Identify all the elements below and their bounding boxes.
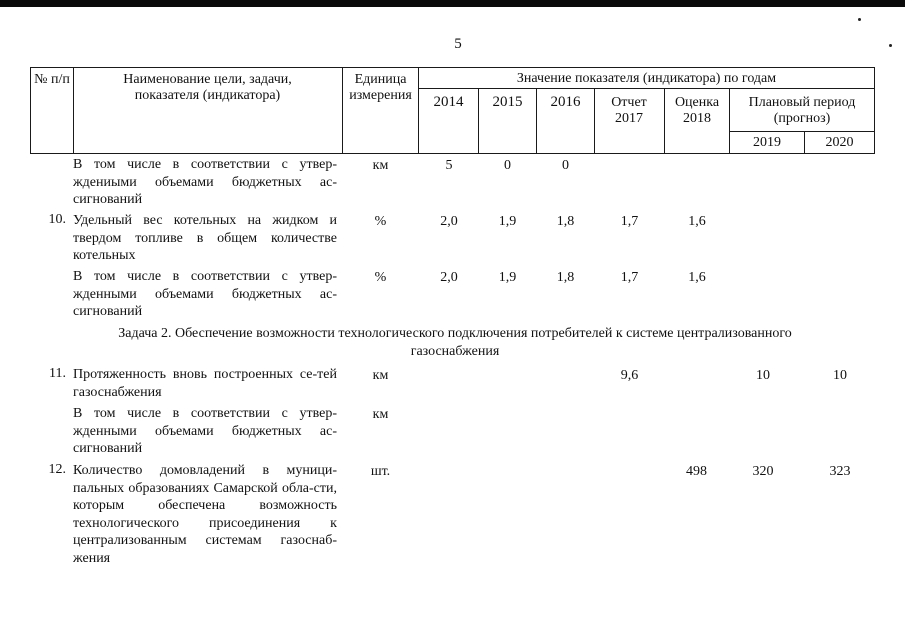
- row-value-2017: 1,7: [620, 270, 639, 285]
- row-value-2019: 10: [833, 368, 847, 383]
- row-value-2015: 1,9: [498, 270, 517, 285]
- row-unit: шт.: [370, 464, 391, 479]
- header-col-number: № п/п: [34, 72, 70, 87]
- row-description: В том числе в соответствии с утвер-ждениыми объемами бюджетных ас-сигнований: [73, 157, 337, 207]
- row-value-2016: 1,8: [556, 214, 575, 229]
- row-value-2018: 1,6: [688, 214, 706, 229]
- row-number: 10.: [48, 212, 66, 227]
- row-description: Количество домовладений в муници-пальных образованиях Самарской обла-сти, которым обеспечена возможность технологического присоединения к централизованным системам газоснаб-жения: [73, 463, 337, 566]
- scan-speck: [858, 18, 861, 21]
- row-unit: км: [372, 368, 389, 383]
- row-value-2014: 2,0: [440, 214, 458, 229]
- row-value-2014: 5: [445, 158, 453, 173]
- header-year-2019: 2019: [753, 135, 781, 150]
- header-year-2020: 2020: [825, 135, 854, 150]
- row-description: Протяженность вновь построенных се-тей газоснабжения: [73, 367, 337, 400]
- row-description: В том числе в соответствии с утвер-жденными объемами бюджетных ас-сигнований: [73, 269, 337, 319]
- row-description: В том числе в соответствии с утвер-жденными объемами бюджетных ас-сигнований: [73, 406, 337, 456]
- header-year-2014: 2014: [433, 94, 464, 110]
- header-col-unit: Единица измерения: [349, 72, 412, 103]
- row-value-2014: 2,0: [440, 270, 458, 285]
- page-number: 5: [454, 36, 462, 52]
- row-number: 12.: [48, 462, 66, 477]
- header-col-values: Значение показателя (индикатора) по годам: [516, 71, 777, 86]
- header-report-2017: Отчет 2017: [611, 95, 647, 126]
- row-value-2018: 10: [756, 368, 770, 383]
- row-number: 11.: [49, 366, 66, 381]
- row-value-2018: 320: [752, 464, 774, 479]
- header-planned-period: Плановый период (прогноз): [748, 95, 856, 126]
- scan-speck: [889, 44, 892, 47]
- row-value-2016: 0: [562, 158, 569, 173]
- task-heading: Задача 2. Обеспечение возможности технологического подключения потребителей к системе централизованного газоснабжения: [118, 326, 792, 359]
- row-unit: %: [374, 214, 387, 229]
- header-year-2015: 2015: [492, 94, 523, 110]
- header-estimate-2018: Оценка 2018: [674, 95, 720, 126]
- row-value-2017: 498: [686, 464, 707, 479]
- row-unit: %: [374, 270, 387, 285]
- row-value-2019: 323: [829, 464, 851, 479]
- row-unit: км: [372, 158, 389, 173]
- header-year-2016: 2016: [550, 94, 581, 110]
- row-value-2017: 9,6: [620, 368, 639, 383]
- row-value-2015: 1,9: [498, 214, 517, 229]
- header-col-name: Наименование цели, задачи, показателя (индикатора): [123, 72, 292, 103]
- row-value-2017: 1,7: [620, 214, 639, 229]
- row-value-2016: 1,8: [556, 270, 575, 285]
- scan-top-border: [0, 0, 905, 7]
- row-unit: км: [372, 407, 389, 422]
- row-value-2018: 1,6: [688, 270, 706, 285]
- row-description: Удельный вес котельных на жидком и твердом топливе в общем количестве котельных: [73, 213, 337, 263]
- row-value-2015: 0: [504, 158, 511, 173]
